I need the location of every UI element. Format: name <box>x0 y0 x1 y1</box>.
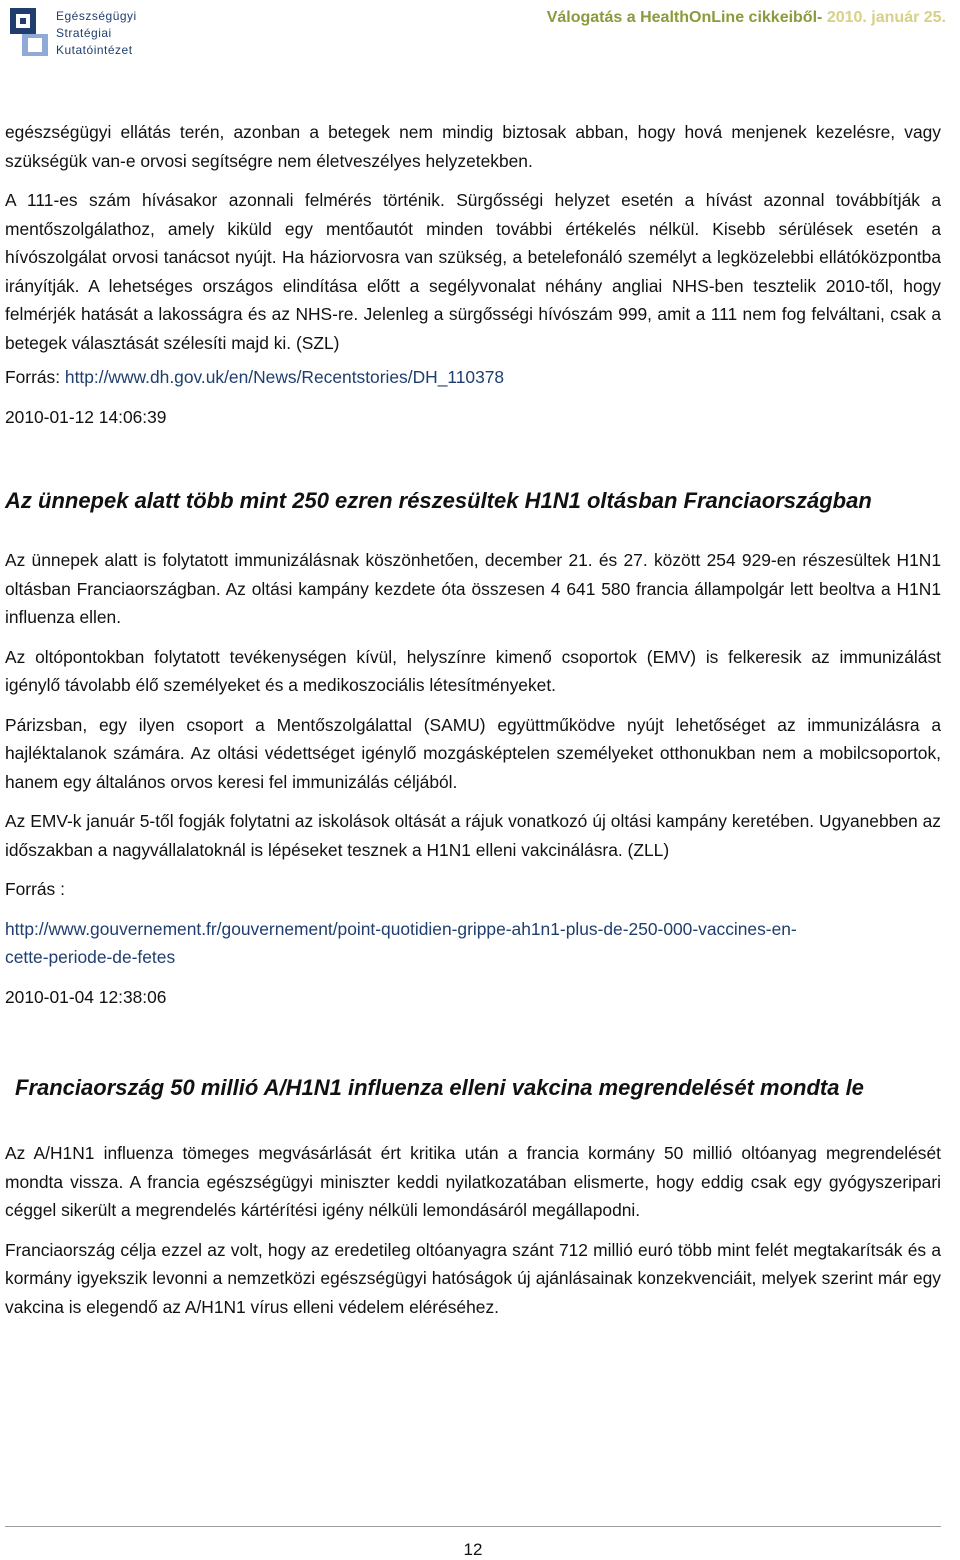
page-content <box>5 118 941 1321</box>
article2-timestamp: 2010-01-04 12:38:06 <box>5 986 167 1007</box>
logo-line-1: Egészségügyi <box>56 9 137 23</box>
page-number: 12 <box>463 1540 483 1559</box>
logo-wordmark <box>56 8 137 59</box>
header-date: 2010. január 25. <box>826 9 946 26</box>
article2-source-link[interactable] <box>5 915 941 972</box>
source-link-line-1[interactable]: http://www.gouvernement.fr/gouvernement/point-quotidien-grippe-ah1n1-plus-de-250-000-vaccines-en- <box>5 918 797 939</box>
logo-mark-icon <box>6 4 50 58</box>
article2-paragraph-3: Párizsban, egy ilyen csoport a Mentőszolgálattal (SAMU) együttműködve nyújt lehetőséget az immunizálásra a hajléktalanok számára. Az oltási védettséget igénylő mozgásképtelen személyeket otthonukban nem a mobilcsoportok, hanem egy általános orvos keresi fel immunizálás céljából. <box>5 714 941 792</box>
article2-paragraph-1: Az ünnepek alatt is folytatott immunizálásnak köszönhetően, december 21. és 27. között 254 929-en részesültek H1N1 oltásban Franciaországban. Az oltási kampány kezdete óta összesen 4 641 580 francia állampolgár lett beoltva a H1N1 influenza ellen. <box>5 550 941 627</box>
article1-source <box>5 363 941 392</box>
logo-line-3: Kutatóintézet <box>56 43 133 57</box>
page-header <box>0 0 960 70</box>
logo-line-2: Stratégiai <box>56 26 112 40</box>
footer-divider <box>5 1526 941 1527</box>
article3-paragraph-1: Az A/H1N1 influenza tömeges megvásárlását ért kritika után a francia kormány 50 millió oltóanyag megrendelését mondta vissza. A francia egészségügyi miniszter keddi nyilatkozatában elismerte, hogy eddig csak egy gyógyszeripari céggel sikerült a megrendelés kártérítési igény nélküli lemondásáról megállapodni. <box>5 1143 941 1220</box>
article1-paragraph-1: egészségügyi ellátás terén, azonban a betegek nem mindig biztosak abban, hogy hová menjenek kezelésre, vagy szükségük van-e orvosi segítségre nem életveszélyes helyzetekben. <box>5 122 941 171</box>
institute-logo <box>6 4 176 64</box>
article3-paragraph-2: Franciaország célja ezzel az volt, hogy az eredetileg oltóanyagra szánt 712 millió euró több mint felét megtakarítsák és a kormány igyekszik levonni a nemzetközi egészségügyi hatóságok új ajánlásainak konzekvenciáit, melyek szerint már egy vakcina is elegendő az A/H1N1 vírus elleni védelem eléréséhez. <box>5 1239 941 1317</box>
article2-paragraph-2: Az oltópontokban folytatott tevékenységen kívül, helyszínre kimenő csoportok (EMV) is felkeresik az immunizálást igénylő távolabb élő személyeket és a medikoszociális létesítményeket. <box>5 646 941 695</box>
source-link-line-2[interactable]: cette-periode-de-fetes <box>5 947 176 967</box>
article2-source-label: Forrás : <box>5 879 65 899</box>
article3-title: Franciaország 50 millió A/H1N1 influenza elleni vakcina megrendelését mondta le <box>15 1075 864 1100</box>
article2-title: Az ünnepek alatt több mint 250 ezren részesültek H1N1 oltásban Franciaországban <box>5 488 872 513</box>
article2-paragraph-4: Az EMV-k január 5-től fogják folytatni az iskolások oltását a rájuk vonatkozó új oltási kampány keretében. Ugyanebben az időszakban a nagyvállalatoknál is lépéseket tesznek a H1N1 elleni vakcinálásra. (ZLL) <box>5 811 941 860</box>
header-title-text: Válogatás a HealthOnLine cikkeiből- <box>546 9 823 26</box>
source-label: Forrás: <box>5 367 61 387</box>
source-link[interactable]: http://www.dh.gov.uk/en/News/Recentstories/DH_110378 <box>64 367 505 387</box>
article1-paragraph-2: A 111-es szám hívásakor azonnali felmérés történik. Sürgősségi helyzet esetén a hívást azonnal továbbítják a mentőszolgálathoz, amely kiküld egy mentőautót minden további értékelés nélkül. Kisebb sérülések esetén a hívószolgálat orvosi tanácsot nyújt. Ha háziorvosra van szükség, a betelefonáló személyt a legközelebbi ellátóközpontba irányítják. A lehetséges országos elindítása előtt a segélyvonalat néhány angliai NHS-ben tesztelik 2010-től, hogy felmérjék hatását a lakosságra és az NHS-re. Jelenleg a sürgősségi hívószám 999, amit a 111 nem fog felváltani, csak a betegek választását szélesíti majd ki. (SZL) <box>5 190 941 353</box>
header-title <box>547 9 946 27</box>
article1-timestamp: 2010-01-12 14:06:39 <box>5 406 167 427</box>
